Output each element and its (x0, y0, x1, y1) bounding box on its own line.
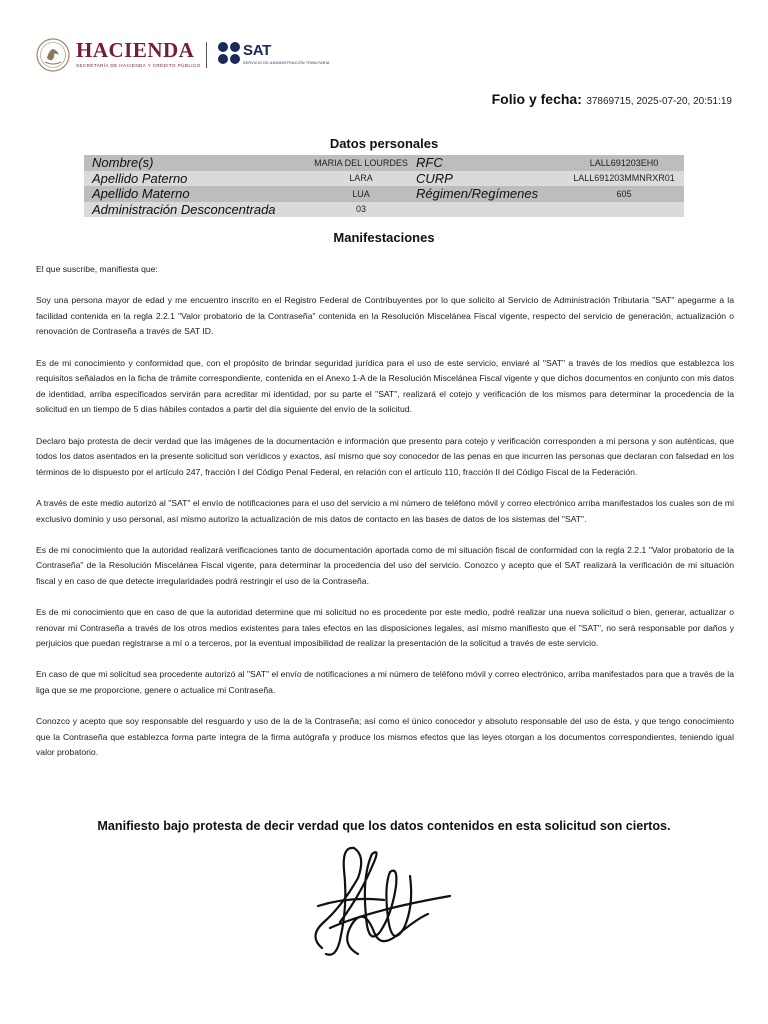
folio-value: 37869715, 2025-07-20, 20:51:19 (586, 96, 732, 107)
paragraph: Es de mi conocimiento y conformidad que, con el propósito de brindar seguridad jurídica para el uso de este servicio, enviaré al "SAT" a través de los medios que establezca los requisitos señalados en la ficha de trámite correspondiente, contenida en el Anexo 1-A de la Resolución Miscelánea Fiscal vigente y que dichos documentos en conjunto con mis datos de identidad, arriba especificados servirán para acreditar mi identidad, por su parte el "SAT", realizará el cotejo y verificación de los mismos para determinar la procedencia de la solicitud en un tiempo de 5 días hábiles contados a partir del día siguiente del envío de la solicitud. (36, 357, 734, 415)
table-row (84, 171, 684, 187)
table-row (84, 155, 684, 171)
paragraph: Es de mi conocimiento que en caso de que la autoridad determine que mi solicitud no es procedente por este medio, podré realizar una nueva solicitud o bien, generar, actualizar o renovar mi Contraseña a través de los otros medios existentes para tales efectos en las disposiciones legales, así mismo manifiesto que el "SAT", no será responsable por daños y perjuicios que puedan registrarse a mí o a terceros, por la eventual imposibilidad de realizar la presentación de la solicitud a través de este servicio. (36, 607, 734, 649)
header-logos (36, 36, 356, 76)
paragraph: Conozco y acepto que soy responsable del resguardo y uso de la de la Contraseña; así como el único conocedor y absoluto responsable del uso de ésta, y que tengo conocimiento que la Contraseña que establezca forma parte íntegra de la firma autógrafa y produce los mismos efectos que las leyes otorgan a los documentos correspondientes, teniendo igual valor probatorio. (36, 716, 734, 758)
nombre-label: Nombre(s) (84, 155, 306, 171)
national-seal-icon (36, 38, 70, 72)
hacienda-title: HACIENDA (76, 38, 195, 62)
administracion-value: 03 (306, 202, 416, 218)
rfc-value: LALL691203EH0 (564, 155, 684, 171)
manifestaciones-body (36, 262, 734, 777)
apellido-paterno-label: Apellido Paterno (84, 171, 306, 187)
apellido-paterno-value: LARA (306, 171, 416, 187)
regimen-label: Régimen/Regímenes (416, 186, 564, 202)
sat-logo-icon (217, 41, 241, 65)
apellido-materno-value: LUA (306, 186, 416, 202)
nombre-value: MARIA DEL LOURDES (306, 155, 416, 171)
sat-title: SAT (243, 42, 271, 59)
personal-data-title: Datos personales (329, 136, 439, 151)
folio-label: Folio y fecha: (491, 91, 582, 107)
apellido-materno-label: Apellido Materno (84, 186, 306, 202)
personal-data-table (84, 155, 684, 217)
manifestaciones-title: Manifestaciones (333, 230, 435, 245)
table-row (84, 186, 684, 202)
logo-divider (206, 42, 207, 68)
hacienda-subtitle: SECRETARÍA DE HACIENDA Y CRÉDITO PÚBLICO (76, 63, 201, 68)
paragraph: En caso de que mi solicitud sea procedente autorizó al "SAT" el envío de notificaciones a mi número de teléfono móvil y correo electrónico, arriba manifestados para que a través de la liga que se me proporcione, genere o actualice mi Contraseña. (36, 669, 734, 696)
handwritten-signature (300, 836, 460, 966)
intro-text: El que suscribe, manifiesta que: (36, 264, 158, 274)
paragraph: Es de mi conocimiento que la autoridad realizará verificaciones tanto de documentación aportada como de mi situación fiscal de conformidad con la regla 2.2.1 "Valor probatorio de la Contraseña" de la Resolución Miscelánea Fiscal vigente, para determinar la procedencia del uso del servicio. Conozco y acepto que el SAT realizará la verificación de mi situación fiscal y en caso de que detecte irregularidades podrá restringir el uso de la Contraseña. (36, 544, 734, 586)
declaration-statement: Manifiesto bajo protesta de decir verdad que los datos contenidos en esta solicitud son ciertos. (97, 819, 671, 833)
regimen-value: 605 (564, 186, 684, 202)
administracion-label: Administración Desconcentrada (84, 202, 306, 218)
sat-subtitle: SERVICIO DE ADMINISTRACIÓN TRIBUTARIA (243, 61, 330, 65)
table-row (84, 202, 684, 218)
paragraph: Declaro bajo protesta de decir verdad que las imágenes de la documentación e información que presento para cotejo y verificación corresponden a mi persona y son auténticas, que todos los datos asentados en la presente solicitud son verídicos y exactos, así mismo que soy conocedor de las penas en que incurren las personas que declaran con falsedad en los términos de lo dispuesto por el artículo 247, fracción I del Código Penal Federal, en relación con el artículo 110, fracción II del Código Fiscal de la Federación. (36, 435, 734, 477)
paragraph: Soy una persona mayor de edad y me encuentro inscrito en el Registro Federal de Contribuyentes por lo que solicito al Servicio de Administración Tributaria "SAT" apegarme a la facilidad contenida en la regla 2.2.1 "Valor probatorio de la Contraseña" contenida en la Resolución Miscelánea Fiscal vigente, respecto del servicio de generación, actualización o renovación de Contraseña a través de SAT ID. (36, 295, 734, 337)
curp-value: LALL691203MMNRXR01 (564, 171, 684, 187)
curp-label: CURP (416, 171, 564, 187)
rfc-label: RFC (416, 155, 564, 171)
paragraph: A través de este medio autorizó al "SAT" el envío de notificaciones para el uso del servicio a mi número de teléfono móvil y correo electrónico arriba manifestados los cuales son de mi exclusivo dominio y uso personal, así mismo autorizo la actualización de mis datos de contacto en las bases de datos de los sistemas del "SAT". (36, 497, 734, 524)
folio-line (492, 91, 732, 109)
